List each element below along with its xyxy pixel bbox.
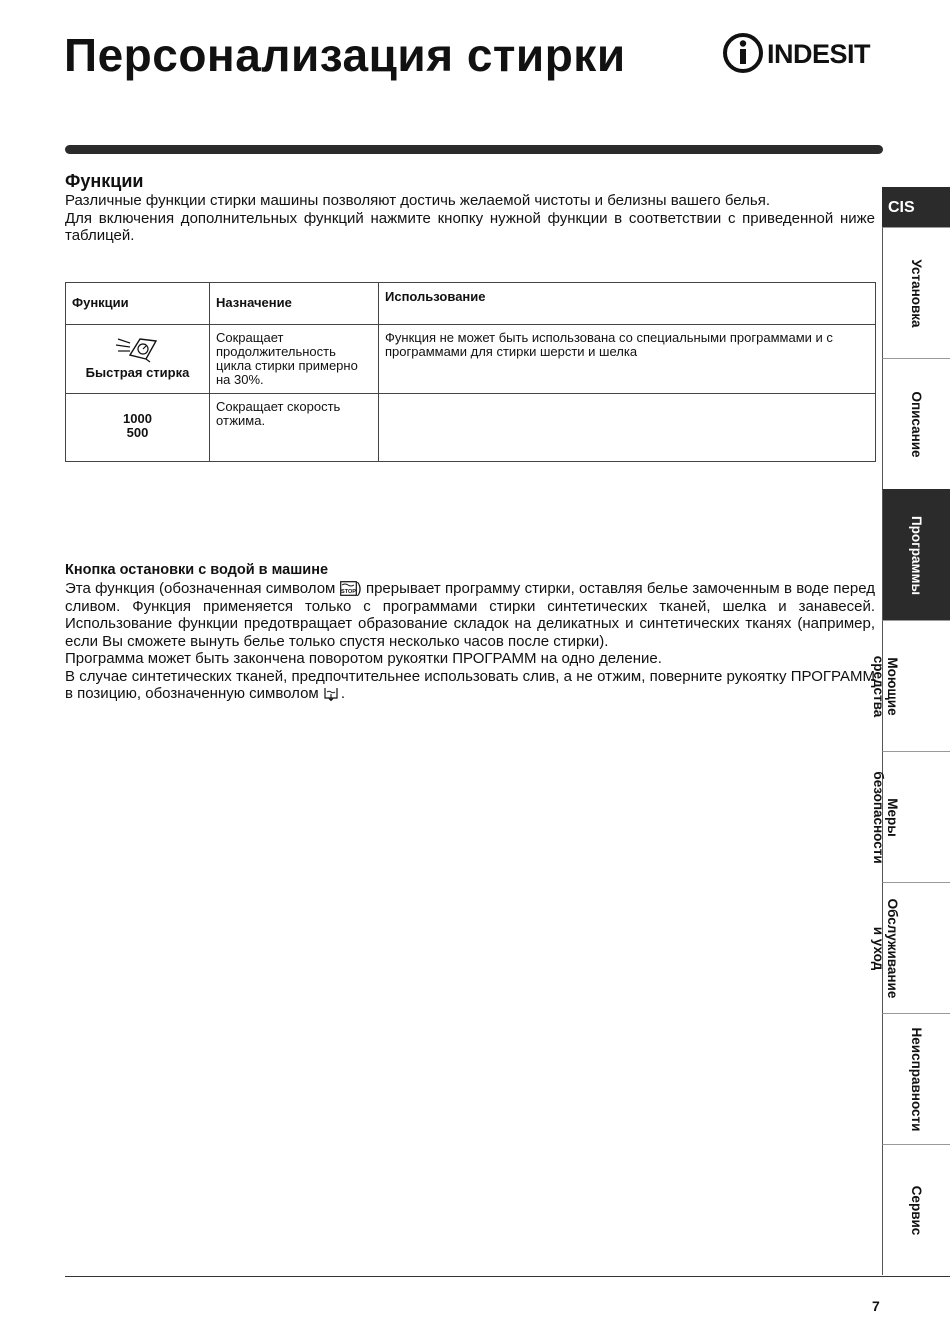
- spin-value-500: 500: [126, 425, 149, 440]
- section-sidebar: [871, 187, 950, 1277]
- stop-paragraph-3: В случае синтетических тканей, предпочтительнее использовать слив, а не отжим, поверните рукоятку ПРОГРАММ в позицию, обозначенную символом .: [65, 667, 875, 702]
- intro-paragraph-2: Для включения дополнительных функций нажмите кнопку нужной функции в соответствии с приведенной ниже таблицей.: [65, 209, 875, 244]
- tab-description[interactable]: Описание: [882, 358, 950, 489]
- usage-cell: [379, 394, 876, 462]
- header-purpose: Назначение: [210, 283, 379, 325]
- stop-heading: Кнопка остановки с водой в машине: [65, 562, 329, 578]
- svg-text:STOP: STOP: [340, 589, 356, 595]
- tab-maintenance[interactable]: Обслуживание и уход: [882, 882, 950, 1013]
- usage-cell: Функция не может быть использована со специальными программами и с программами для стирки шерсти и шелка: [379, 325, 876, 394]
- purpose-cell: Сокращает продолжительность цикла стирки примерно на 30%.: [210, 325, 379, 394]
- header-functions: Функции: [66, 283, 210, 325]
- stop-icon: [340, 581, 357, 596]
- purpose-cell: Сокращает скорость отжима.: [210, 394, 379, 462]
- svg-text:INDESIT: INDESIT: [767, 39, 871, 69]
- intro-paragraph-1: Различные функции стирки машины позволяют достичь желаемой чистоты и белизны вашего белья.: [65, 192, 770, 209]
- stop-paragraph-1: Эта функция (обозначенная символом STOP ) прерывает программу стирки, оставляя белье замоченным в воде перед сливом. Функция применяется только с программами стирки синтетических тканей, шелка и занавесей. Использование функции предотвращает образование складок на деликатных и синтетических тканях (например, если Вы сможете вынуть белье только спустя несколько часов после стирки).: [65, 580, 876, 650]
- functions-heading: Функции: [65, 171, 144, 191]
- quick-wash-name: Быстрая стирка: [85, 365, 190, 380]
- tab-detergents[interactable]: Моющие средства: [882, 620, 950, 751]
- tab-safety[interactable]: Меры безопасности: [882, 751, 950, 882]
- drain-icon: [323, 686, 341, 701]
- table-row: [66, 394, 876, 462]
- stop-paragraph-2: Программа может быть закончена поворотом рукоятки ПРОГРАММ на одно деление.: [65, 650, 662, 667]
- table-row: [66, 325, 876, 394]
- tab-installation[interactable]: Установка: [882, 227, 950, 358]
- function-cell: [66, 394, 210, 462]
- stop-description: [65, 580, 875, 703]
- page-title: Персонализация стирки: [64, 29, 626, 81]
- tab-troubleshooting[interactable]: Неисправности: [882, 1013, 950, 1144]
- table-header-row: [66, 283, 876, 325]
- functions-intro: [65, 192, 875, 245]
- tab-programs[interactable]: Программы: [882, 489, 950, 620]
- quick-wash-icon: [116, 333, 160, 363]
- page-number: 7: [872, 1298, 880, 1314]
- spin-value-1000: 1000: [123, 411, 152, 426]
- header-usage: Использование: [379, 283, 876, 325]
- indesit-logo: [722, 32, 887, 76]
- title-rule: [65, 145, 883, 154]
- functions-table: [65, 282, 876, 462]
- footer-rule: [65, 1276, 950, 1277]
- lang-tab-cis[interactable]: CIS: [882, 187, 950, 227]
- tab-service[interactable]: Сервис: [882, 1144, 950, 1275]
- function-cell: [66, 325, 210, 394]
